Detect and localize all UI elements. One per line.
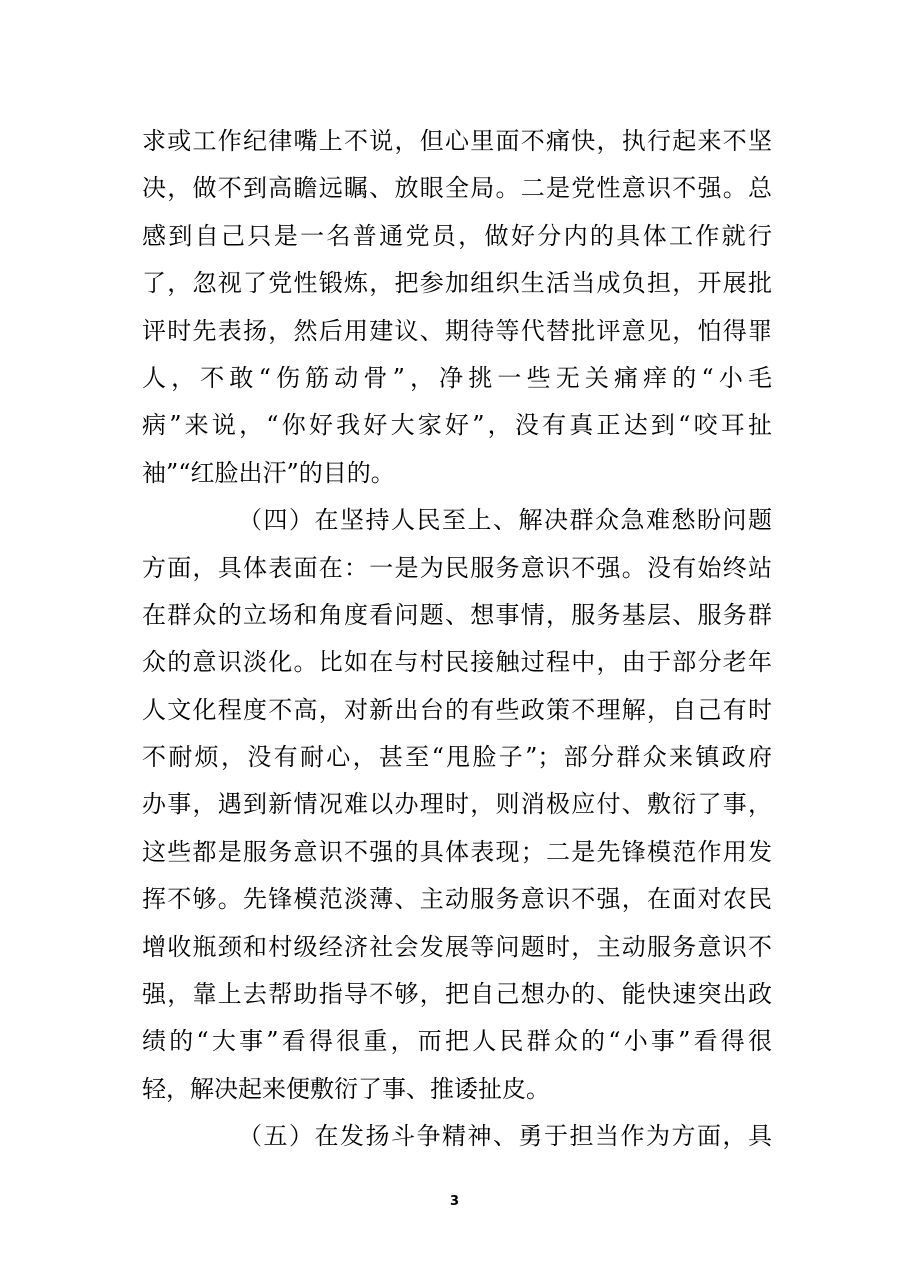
text-line: 感到自己只是一名普通党员，做好分内的具体工作就行 <box>142 221 772 250</box>
text-line: 人，不敢“伤筋动骨”，净挑一些无关痛痒的“小毛 <box>142 363 772 392</box>
text-line: 绩的“大事”看得很重，而把人民群众的“小事”看得很 <box>142 1027 772 1056</box>
text-line: 袖”“红脸出汗”的目的。 <box>142 458 395 487</box>
text-line: 决，做不到高瞻远瞩、放眼全局。二是党性意识不强。总 <box>142 174 772 203</box>
text-line: 增收瓶颈和村级经济社会发展等问题时，主动服务意识不 <box>142 932 772 961</box>
text-line: 众的意识淡化。比如在与村民接触过程中，由于部分老年 <box>142 648 772 677</box>
text-line: 不耐烦，没有耐心，甚至“甩脸子”；部分群众来镇政府 <box>142 743 772 772</box>
text-line: 人文化程度不高，对新出台的有些政策不理解，自己有时 <box>142 695 772 724</box>
text-line: 方面，具体表面在：一是为民服务意识不强。没有始终站 <box>142 553 772 582</box>
text-line: 挥不够。先锋模范淡薄、主动服务意识不强，在面对农民 <box>142 885 772 914</box>
paragraph-continuation <box>142 118 772 497</box>
paragraph-section-four <box>142 497 772 1113</box>
document-body <box>142 118 772 1161</box>
text-line: 病”来说，“你好我好大家好”，没有真正达到“咬耳扯 <box>142 411 772 440</box>
text-line: 在群众的立场和角度看问题、想事情，服务基层、服务群 <box>142 600 772 629</box>
text-line: 评时先表扬，然后用建议、期待等代替批评意见，怕得罪 <box>142 316 772 345</box>
text-line: 求或工作纪律嘴上不说，但心里面不痛快，执行起来不坚 <box>142 127 772 155</box>
text-line: 办事，遇到新情况难以办理时，则消极应付、敷衍了事， <box>142 790 772 819</box>
text-line: 轻，解决起来便敷衍了事、推诿扯皮。 <box>142 1074 550 1103</box>
text-line: 这些都是服务意识不强的具体表现；二是先锋模范作用发 <box>142 837 772 866</box>
text-line: 了，忽视了党性锻炼，把参加组织生活当成负担，开展批 <box>142 269 772 298</box>
page-number: 3 <box>449 1194 460 1209</box>
section-heading-line: （四）在坚持人民至上、解决群众急难愁盼问题 <box>238 506 772 535</box>
section-heading-line: （五）在发扬斗争精神、勇于担当作为方面，具 <box>238 1122 772 1151</box>
text-line: 强，靠上去帮助指导不够，把自己想办的、能快速突出政 <box>142 980 772 1009</box>
paragraph-section-five <box>142 1113 772 1160</box>
